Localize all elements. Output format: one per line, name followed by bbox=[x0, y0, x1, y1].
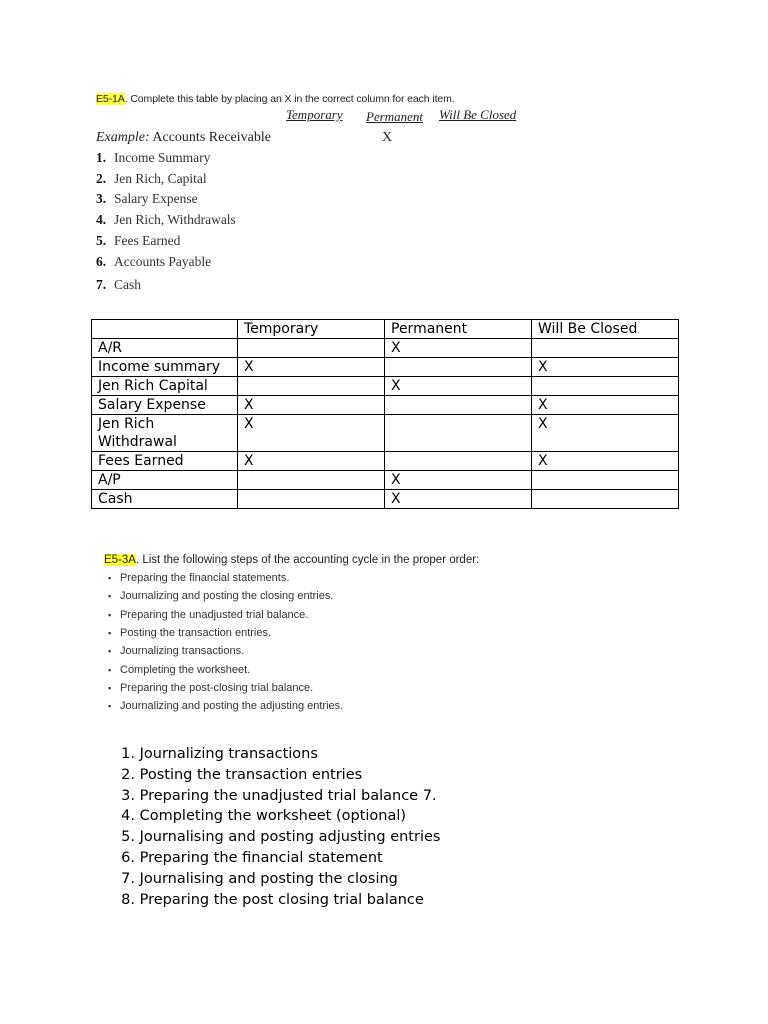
answer-number: 5. bbox=[121, 829, 135, 846]
exercise2-step bbox=[108, 700, 343, 712]
table-row bbox=[92, 396, 679, 415]
item-text: Cash bbox=[114, 277, 141, 292]
permanent-cell: X bbox=[385, 377, 532, 396]
answer-item bbox=[105, 848, 440, 869]
table-row bbox=[92, 377, 679, 396]
example-label: Example: bbox=[96, 130, 150, 145]
exercise1-item bbox=[96, 277, 141, 293]
exercise2-step bbox=[108, 572, 289, 584]
item-number: 3. bbox=[96, 191, 107, 206]
step-text: Completing the worksheet. bbox=[120, 664, 251, 676]
exercise1-item bbox=[96, 191, 198, 207]
answer-number: 2. bbox=[121, 766, 135, 783]
column-header-temporary: Temporary bbox=[286, 107, 343, 122]
step-text: Preparing the unadjusted trial balance. bbox=[120, 609, 309, 621]
answer-item bbox=[105, 869, 440, 890]
bullet-icon: ▪ bbox=[108, 646, 112, 656]
item-text: Jen Rich, Withdrawals bbox=[114, 212, 236, 227]
step-text: Journalizing and posting the adjusting entries. bbox=[120, 700, 344, 712]
exercise1-item bbox=[96, 212, 236, 228]
answer-item bbox=[105, 786, 440, 807]
item-number: 5. bbox=[96, 233, 107, 248]
answer-list bbox=[105, 744, 440, 910]
exercise1-item bbox=[96, 254, 211, 270]
temporary-cell bbox=[238, 471, 385, 490]
answer-number: 6. bbox=[121, 849, 135, 866]
temporary-cell: X bbox=[238, 396, 385, 415]
answer-text: Preparing the financial statement bbox=[139, 849, 383, 866]
account-cell: Income summary bbox=[92, 358, 238, 377]
account-cell: A/R bbox=[92, 339, 238, 358]
item-text: Accounts Payable bbox=[114, 254, 212, 269]
exercise2-step bbox=[108, 627, 271, 639]
exercise2-step bbox=[108, 609, 308, 621]
exercise2-instruction bbox=[104, 554, 479, 566]
closed-cell bbox=[532, 490, 679, 509]
answer-number: 3. bbox=[121, 787, 135, 804]
exercise2-step bbox=[108, 590, 333, 602]
step-text: Journalizing and posting the closing entries. bbox=[120, 590, 334, 602]
temporary-cell: X bbox=[238, 415, 385, 452]
exercise1-item bbox=[96, 171, 207, 187]
table-row bbox=[92, 358, 679, 377]
exercise1-item bbox=[96, 150, 210, 166]
table-row bbox=[92, 415, 679, 452]
bullet-icon: ▪ bbox=[108, 610, 112, 620]
account-cell: A/P bbox=[92, 471, 238, 490]
answer-number: 8. bbox=[121, 891, 135, 908]
step-text: Preparing the post-closing trial balance. bbox=[120, 682, 314, 694]
exercise2-code: E5-3A bbox=[104, 554, 136, 566]
classification-table bbox=[91, 319, 679, 509]
step-text: Posting the transaction entries. bbox=[120, 627, 272, 639]
answer-text: Completing the worksheet (optional) bbox=[139, 808, 407, 825]
exercise1-code: E5-1A bbox=[96, 93, 125, 105]
answer-item bbox=[105, 806, 440, 827]
item-text: Salary Expense bbox=[114, 191, 198, 206]
item-text: Jen Rich, Capital bbox=[114, 171, 207, 186]
table-header-row bbox=[92, 320, 679, 339]
table-row bbox=[92, 339, 679, 358]
answer-item bbox=[105, 890, 440, 911]
closed-cell bbox=[532, 377, 679, 396]
permanent-cell bbox=[385, 358, 532, 377]
exercise2-step bbox=[108, 682, 313, 694]
bullet-icon: ▪ bbox=[108, 665, 112, 675]
answer-text: Journalising and posting adjusting entries bbox=[139, 829, 441, 846]
example-row bbox=[96, 130, 271, 146]
exercise2-instruction-text: . List the following steps of the accounting cycle in the proper order: bbox=[135, 554, 480, 566]
item-number: 4. bbox=[96, 212, 107, 227]
bullet-icon: ▪ bbox=[108, 573, 112, 583]
table-header-cell: Permanent bbox=[385, 320, 532, 339]
answer-text: Posting the transaction entries bbox=[139, 766, 363, 783]
closed-cell: X bbox=[532, 452, 679, 471]
answer-number: 7. bbox=[121, 870, 135, 887]
account-cell: Jen Rich Withdrawal bbox=[92, 415, 238, 452]
answer-text: Preparing the unadjusted trial balance 7. bbox=[139, 787, 437, 804]
closed-cell: X bbox=[532, 396, 679, 415]
table-row bbox=[92, 490, 679, 509]
table-row bbox=[92, 471, 679, 490]
permanent-cell bbox=[385, 396, 532, 415]
exercise1-item bbox=[96, 233, 180, 249]
permanent-cell: X bbox=[385, 490, 532, 509]
exercise2-step bbox=[108, 645, 244, 657]
answer-number: 1. bbox=[121, 746, 135, 762]
exercise1-instruction-text: . Complete this table by placing an X in the correct column for each item. bbox=[124, 93, 455, 105]
bullet-icon: ▪ bbox=[108, 628, 112, 638]
temporary-cell bbox=[238, 490, 385, 509]
item-number: 2. bbox=[96, 171, 107, 186]
answer-text: Journalising and posting the closing bbox=[139, 870, 398, 887]
permanent-cell: X bbox=[385, 339, 532, 358]
example-item: Accounts Receivable bbox=[152, 130, 271, 145]
answer-number: 4. bbox=[121, 808, 135, 825]
item-text: Income Summary bbox=[114, 150, 211, 165]
closed-cell: X bbox=[532, 358, 679, 377]
bullet-icon: ▪ bbox=[108, 591, 112, 601]
item-text: Fees Earned bbox=[114, 233, 181, 248]
bullet-icon: ▪ bbox=[108, 683, 112, 693]
exercise1-instruction bbox=[96, 93, 455, 105]
step-text: Journalizing transactions. bbox=[120, 645, 245, 657]
temporary-cell bbox=[238, 377, 385, 396]
answer-text: Preparing the post closing trial balance bbox=[139, 891, 424, 908]
table-header-cell: Will Be Closed bbox=[532, 320, 679, 339]
bullet-icon: ▪ bbox=[108, 701, 112, 711]
permanent-cell bbox=[385, 415, 532, 452]
table-row bbox=[92, 452, 679, 471]
table-header-cell: Temporary bbox=[238, 320, 385, 339]
step-text: Preparing the financial statements. bbox=[120, 572, 290, 584]
permanent-cell: X bbox=[385, 471, 532, 490]
temporary-cell bbox=[238, 339, 385, 358]
temporary-cell: X bbox=[238, 358, 385, 377]
column-header-will-be-closed: Will Be Closed bbox=[439, 107, 517, 122]
item-number: 6. bbox=[96, 254, 107, 269]
answer-text: Journalizing transactions bbox=[139, 746, 318, 762]
account-cell: Jen Rich Capital bbox=[92, 377, 238, 396]
permanent-cell bbox=[385, 452, 532, 471]
item-number: 7. bbox=[96, 277, 107, 292]
exercise2-step bbox=[108, 664, 250, 676]
account-cell: Salary Expense bbox=[92, 396, 238, 415]
item-number: 1. bbox=[96, 150, 107, 165]
account-cell: Fees Earned bbox=[92, 452, 238, 471]
account-cell: Cash bbox=[92, 490, 238, 509]
column-header-permanent: Permanent bbox=[366, 109, 424, 124]
example-mark: X bbox=[382, 130, 393, 145]
table-header-cell bbox=[92, 320, 238, 339]
closed-cell bbox=[532, 471, 679, 490]
temporary-cell: X bbox=[238, 452, 385, 471]
answer-item bbox=[105, 765, 440, 786]
closed-cell bbox=[532, 339, 679, 358]
closed-cell: X bbox=[532, 415, 679, 452]
answer-item bbox=[105, 744, 440, 765]
answer-item bbox=[105, 827, 440, 848]
